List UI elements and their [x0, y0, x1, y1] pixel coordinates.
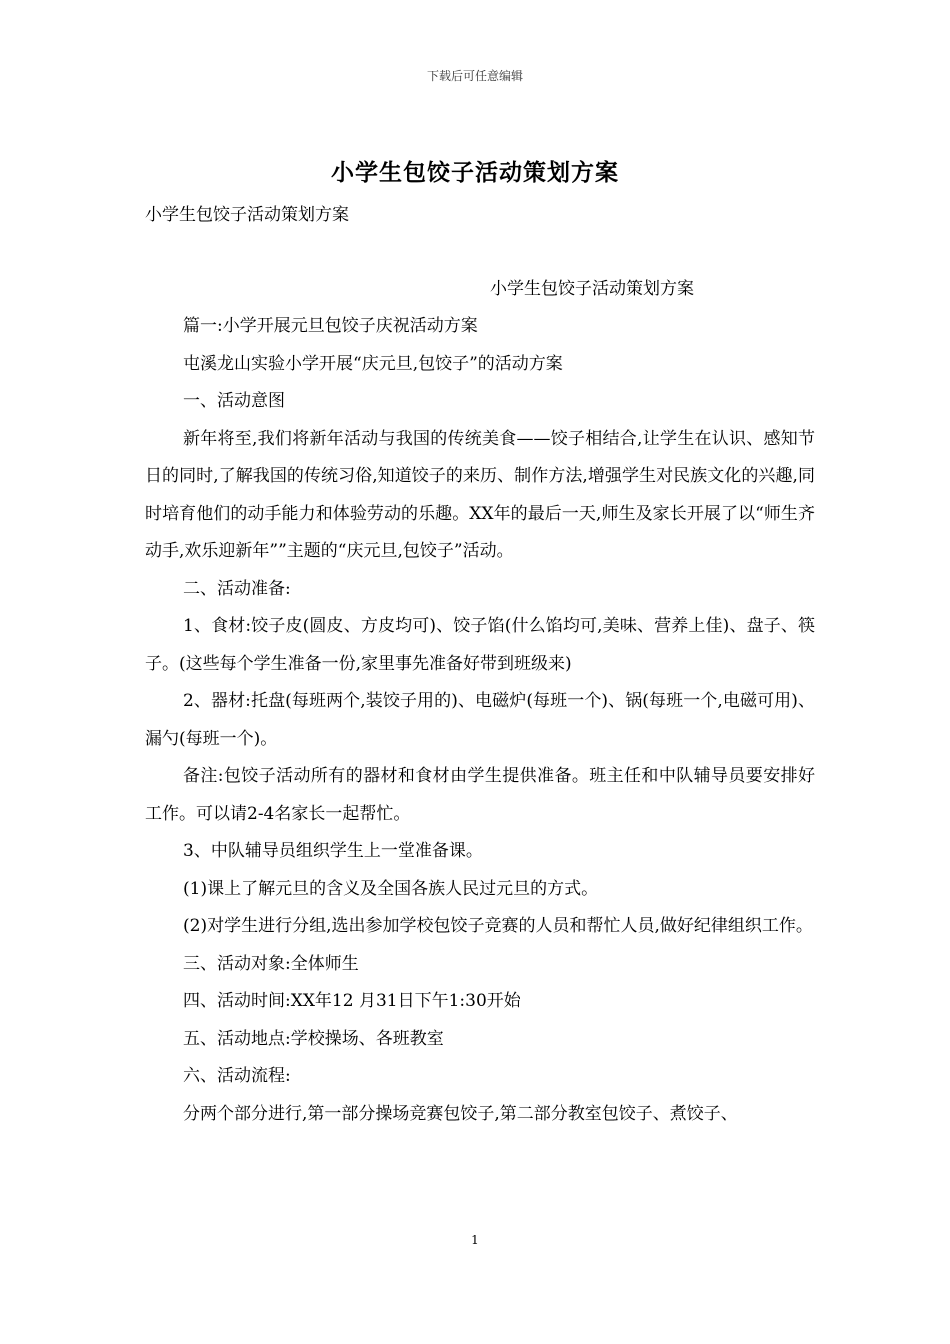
paragraph: 二、活动准备:: [183, 578, 291, 599]
paragraph: 屯溪龙山实验小学开展“庆元旦,包饺子”的活动方案: [183, 353, 563, 374]
section-title: 小学生包饺子活动策划方案: [490, 279, 694, 299]
paragraph: 三、活动对象:全体师生: [183, 953, 359, 974]
paragraph: 1、食材:饺子皮(圆皮、方皮均可)、饺子馅(什么馅均可,美味、营养上佳)、盘子、筷子。(这些每个学生准备一份,家里事先准备好带到班级来): [145, 616, 815, 674]
page-number: 1: [471, 1233, 479, 1247]
paragraph: 五、活动地点:学校操场、各班教室: [183, 1028, 444, 1049]
document-subtitle: 小学生包饺子活动策划方案: [145, 205, 349, 225]
paragraph: (2)对学生进行分组,选出参加学校包饺子竞赛的人员和帮忙人员,做好纪律组织工作。: [183, 916, 813, 936]
paragraph: 新年将至,我们将新年活动与我国的传统美食——饺子相结合,让学生在认识、感知节日的同时,了解我国的传统习俗,知道饺子的来历、制作方法,增强学生对民族文化的兴趣,同时培育他们的动手能力和体验劳动的乐趣。XX年的最后一天,师生及家长开展了以“师生齐动手,欢乐迎新年””主题的“庆元旦,包饺子”活动。: [145, 428, 815, 561]
paragraph: 四、活动时间:XX年12 月31日下午1:30开始: [183, 991, 521, 1011]
paragraph: 备注:包饺子活动所有的器材和食材由学生提供准备。班主任和中队辅导员要安排好工作。可以请2-4名家长一起帮忙。: [145, 766, 815, 824]
paragraph: 分两个部分进行,第一部分操场竞赛包饺子,第二部分教室包饺子、煮饺子、: [183, 1103, 738, 1124]
paragraph: 3、中队辅导员组织学生上一堂准备课。: [183, 841, 483, 861]
paragraph: 2、器材:托盘(每班两个,装饺子用的)、电磁炉(每班一个)、锅(每班一个,电磁可用)、漏勺(每班一个)。: [145, 691, 815, 749]
document-body: [145, 308, 815, 1133]
paragraph: 一、活动意图: [183, 391, 285, 411]
paragraph: 篇一:小学开展元旦包饺子庆祝活动方案: [183, 316, 478, 336]
document-title: 小学生包饺子活动策划方案: [331, 159, 619, 186]
paragraph: (1)课上了解元旦的含义及全国各族人民过元旦的方式。: [183, 878, 599, 899]
paragraph: 六、活动流程:: [183, 1066, 291, 1086]
header-note: 下载后可任意编辑: [426, 69, 523, 83]
